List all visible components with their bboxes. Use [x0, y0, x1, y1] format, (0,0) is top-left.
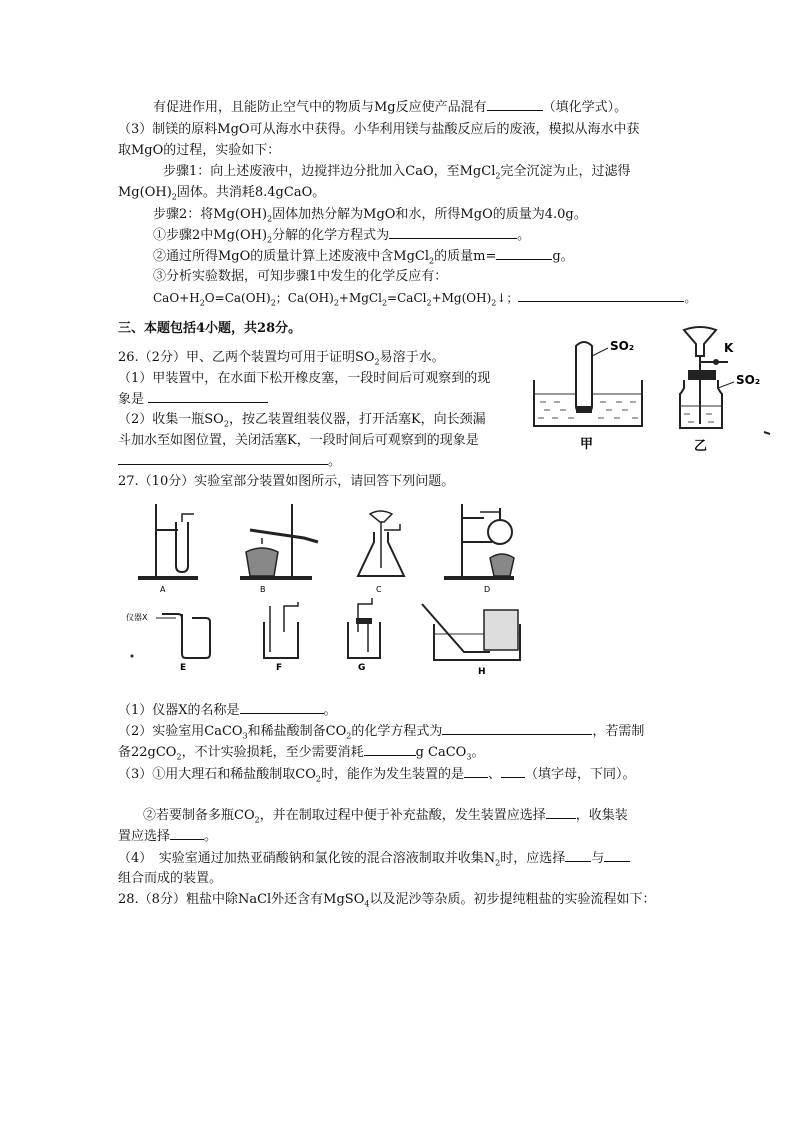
q26-part1: （1）甲装置中，在水面下松开橡皮塞，一段时间后可观察到的现 — [118, 371, 491, 386]
apparatus-f — [264, 602, 298, 673]
apparatus-c — [358, 511, 404, 594]
k-label: K — [724, 341, 734, 355]
apparatus-d — [444, 504, 514, 594]
apparatus-jia — [534, 339, 642, 452]
answer-blank[interactable] — [604, 849, 630, 862]
answer-blank[interactable] — [364, 743, 416, 756]
text-line-8: ②通过所得MgO的质量计算上述废液中含MgCl$_2$的质量m= g。 — [153, 249, 574, 266]
text-line-6: 步骤2：将$Mg(OH)_2$固体加热分解为MgO和水，所得MgO的质量为4.0g。 — [153, 207, 587, 224]
answer-blank[interactable] — [170, 827, 204, 840]
q27-part3b: ②若要制备多瓶$CO_2$，并在制取过程中便于补充盐酸，发生装置应选择 ，收集装 — [143, 808, 628, 825]
label-f: F — [276, 663, 283, 673]
q27-figure — [122, 492, 540, 678]
q27-part2: （2）实验室用CaCO$_3$和稀盐酸制备$CO_2$的化学方程式为 ，若需制 — [118, 724, 645, 741]
label-jia: 甲 — [580, 437, 594, 452]
q27-part4: （4） 实验室通过加热亚硝酸钠和氯化铵的混合溶液制取并收集$N_2$时，应选择 与 — [118, 849, 630, 873]
answer-blank[interactable] — [389, 226, 517, 239]
q27-part3c: 置应选择 。 — [118, 829, 218, 844]
answer-blank[interactable] — [565, 849, 591, 862]
label-a: A — [160, 585, 166, 594]
q26-part2: （2）收集一瓶$SO_2$，按乙装置组装仪器，打开活塞K，向长颈漏 — [118, 412, 486, 429]
q26-part2-answer: 。 — [118, 452, 341, 471]
q26-part2b: 斗加水至如图位置，关闭活塞K，一段时间后可观察到的现象是 — [118, 433, 479, 448]
apparatus-g — [348, 598, 380, 673]
q27-part3: （3）①用大理石和稀盐酸制取$CO_2$时，能作为发生装置的是 、 （填字母，下同）。 — [118, 767, 636, 784]
label-g: G — [358, 663, 366, 673]
text-line-1: 有促进作用，且能防止空气中的物质与Mg反应使产品混有 （填化学式）。 — [153, 100, 628, 115]
label-c: C — [376, 585, 382, 594]
text-line-2: （3）制镁的原料MgO可从海水中获得。小华利用镁与盐酸反应后的废液，模拟从海水中获 — [118, 122, 640, 137]
q26-stem: 26.（2分）甲、乙两个装置均可用于证明$SO_2$易溶于水。 — [118, 350, 445, 367]
answer-blank[interactable] — [464, 765, 488, 778]
label-x: 仪器X — [126, 613, 148, 622]
apparatus-e — [126, 612, 210, 673]
answer-blank[interactable] — [546, 806, 576, 819]
section-3-heading: 三、本题包括4小题，共28分。 — [118, 321, 302, 336]
label-b: B — [260, 585, 266, 594]
q26-part1-answer: 象是 — [118, 390, 268, 409]
label-d: D — [484, 585, 491, 594]
so2-label-jia: SO₂ — [610, 339, 635, 353]
apparatus-h — [422, 604, 520, 677]
answer-blank[interactable] — [496, 247, 552, 260]
answer-blank[interactable] — [518, 289, 684, 302]
so2-label-yi: SO₂ — [736, 373, 761, 387]
apparatus-b — [240, 504, 318, 594]
label-yi: 乙 — [694, 439, 708, 454]
answer-blank[interactable] — [118, 452, 328, 465]
text-line-9: ③分析实验数据，可知步骤1中发生的化学反应有： — [153, 269, 448, 284]
q27-part1: （1）仪器X的名称是 。 — [118, 703, 337, 718]
text-line-7: ①步骤2中$Mg(OH)_2$分解的化学方程式为 。 — [153, 228, 531, 245]
answer-blank[interactable] — [240, 701, 324, 714]
q27-part4b: 组合而成的装置。 — [118, 871, 223, 886]
apparatus-yi — [680, 327, 770, 454]
label-e: E — [180, 663, 187, 673]
answer-blank[interactable] — [148, 390, 268, 403]
text-line-10: $CaO+H_2O=Ca(OH)_2$；$Ca(OH)_2+MgCl_2=CaCl_2+Mg(OH)_2↓$； 。 — [153, 291, 697, 308]
q26-figure — [528, 322, 780, 458]
answer-blank[interactable] — [501, 765, 525, 778]
text-line-5: $Mg(OH)_2$固体。共消耗8.4gCaO。 — [118, 185, 326, 202]
text-line-4: 步骤1：向上述废液中，边搅拌边分批加入CaO，至MgCl$_2$完全沉淀为止，过滤得 — [163, 164, 631, 181]
label-h: H — [478, 667, 486, 677]
answer-blank[interactable] — [442, 722, 592, 735]
q27-part2b: 备22gCO$_2$，不计实验损耗，至少需要消耗 g CaCO$_3$。 — [118, 745, 485, 762]
q28-stem: 28.（8分）粗盐中除NaCl外还含有MgSO$_4$以及泥沙等杂质。初步提纯粗盐的实验流程如下： — [118, 892, 656, 909]
apparatus-a — [138, 504, 198, 594]
answer-blank[interactable] — [487, 98, 543, 111]
text-line-3: 取MgO的过程，实验如下： — [118, 143, 281, 158]
q27-stem: 27.（10分）实验室部分装置如图所示，请回答下列问题。 — [118, 474, 455, 489]
